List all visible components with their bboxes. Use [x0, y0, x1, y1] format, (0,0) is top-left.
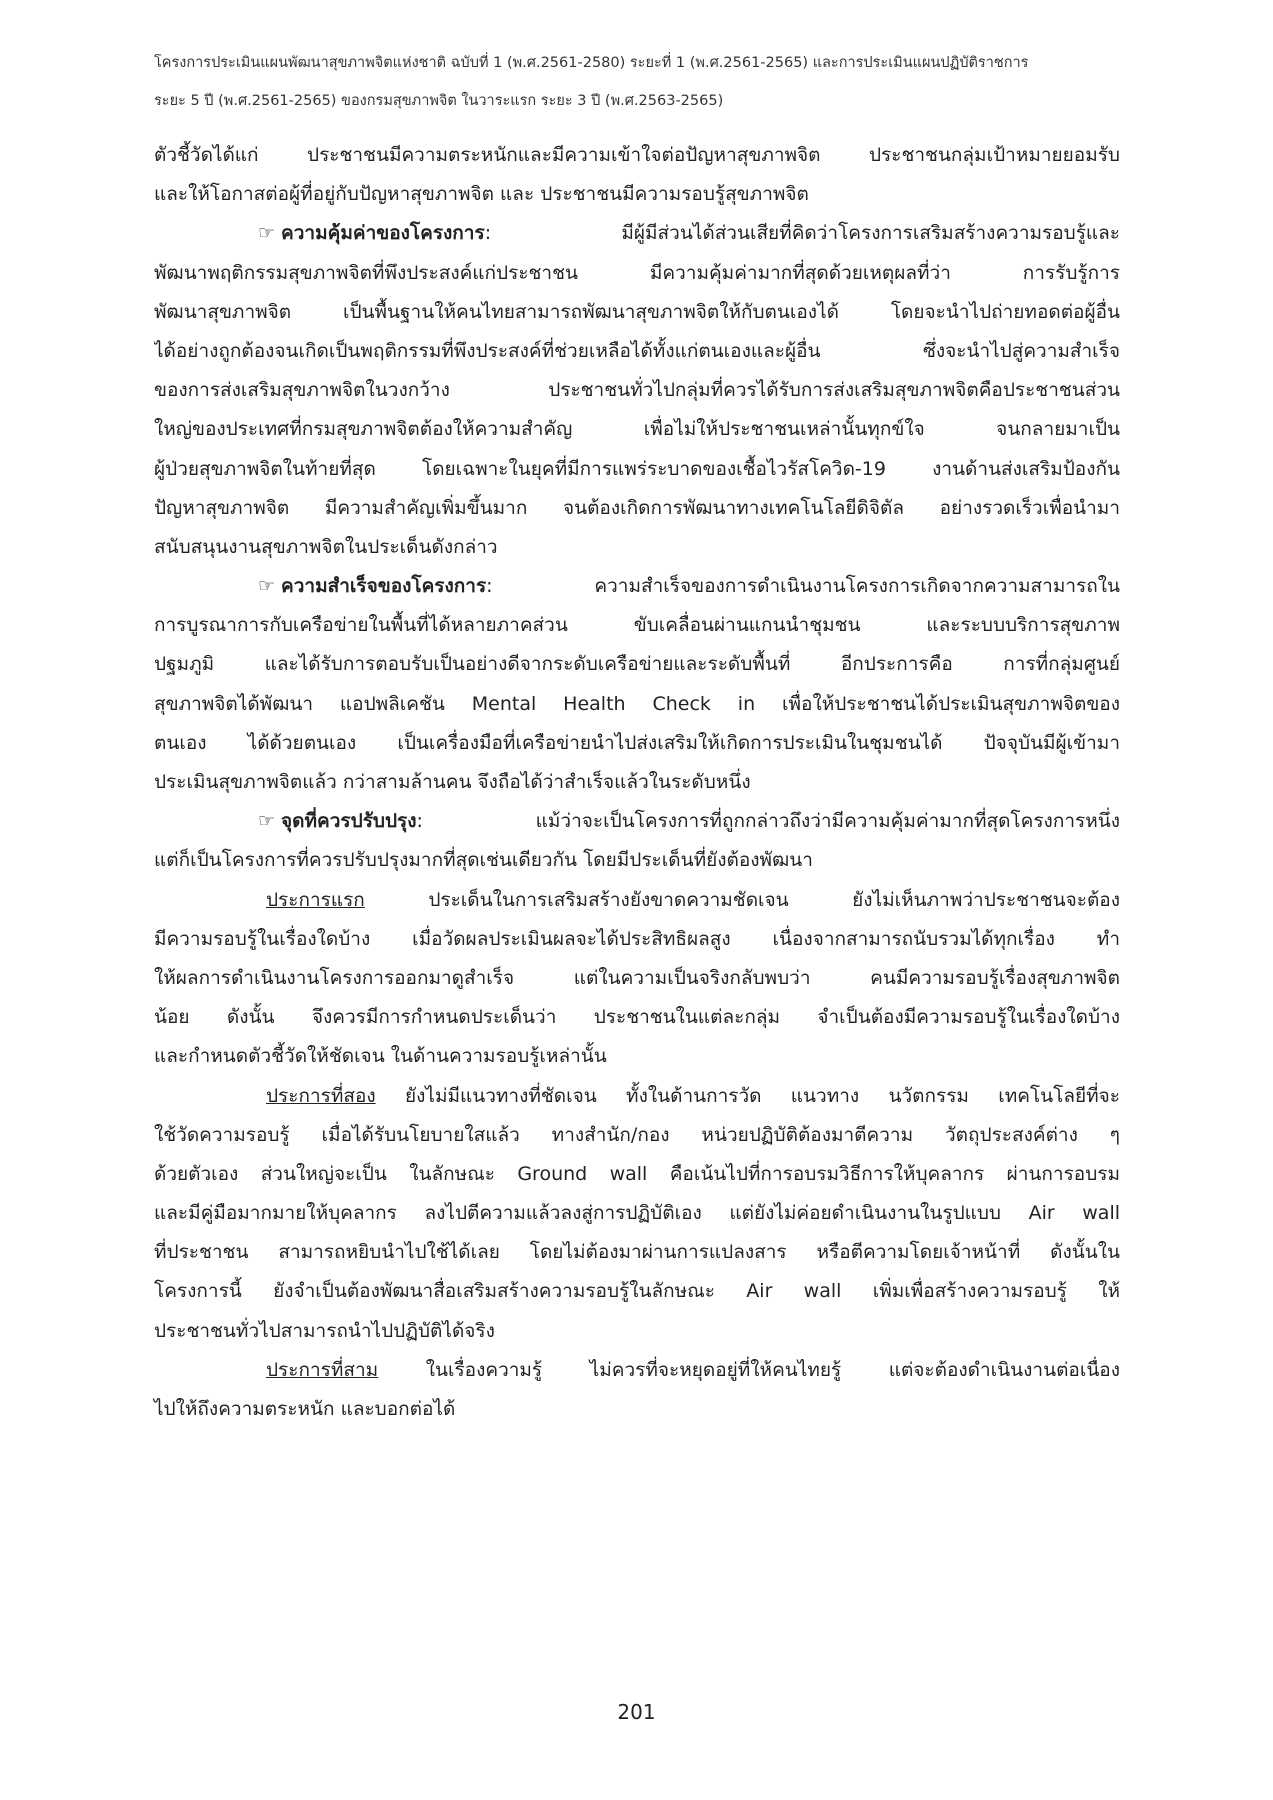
point-label: ประการที่สอง — [266, 1084, 376, 1107]
running-header — [154, 44, 1134, 120]
line-text: และให้โอกาสต่อผู้ที่อยู่กับปัญหาสุขภาพจิต และ ประชาชนมีความรอบรู้สุขภาพจิต — [154, 183, 809, 206]
line-text: พัฒนาสุขภาพจิต เป็นพื้นฐานให้คนไทยสามารถพัฒนาสุขภาพจิตให้กับตนเองได้ โดยจะนำไปถ่ายทอดต่อผู้อื่น — [154, 300, 1120, 323]
line-text: ด้วยตัวเอง ส่วนใหญ่จะเป็น ในลักษณะ Ground wall คือเน้นไปที่การอบรมวิธีการให้บุคลากร ผ่านการอบรม — [154, 1162, 1120, 1185]
text-line — [154, 881, 1120, 920]
pointing-hand-icon: ☞ — [258, 810, 276, 833]
text-line — [154, 293, 1120, 332]
line-text: มีความรอบรู้ในเรื่องใดบ้าง เมื่อวัดผลประเมินผลจะได้ประสิทธิผลสูง เนื่องจากสามารถนับรวมได้ทุกเรื่อง ทำ — [154, 927, 1120, 950]
section-heading: ความสำเร็จของโครงการ — [281, 575, 487, 598]
line-text: : ความสำเร็จของการดำเนินงานโครงการเกิดจากความสามารถใน — [486, 575, 1120, 598]
line-text: สนับสนุนงานสุขภาพจิตในประเด็นดังกล่าว — [154, 535, 498, 558]
line-text: ใช้วัดความรอบรู้ เมื่อได้รับนโยบายใสแล้ว ทางสำนัก/กอง หน่วยปฏิบัติต้องมาตีความ วัตถุประสงค์ต่าง ๆ — [154, 1123, 1120, 1146]
line-text: การบูรณาการกับเครือข่ายในพื้นที่ได้หลายภาคส่วน ขับเคลื่อนผ่านแกนนำชุมชน และระบบบริการสุขภาพ — [154, 614, 1120, 637]
text-line — [154, 371, 1120, 410]
header-line-1: โครงการประเมินแผนพัฒนาสุขภาพจิตแห่งชาติ ฉบับที่ 1 (พ.ศ.2561-2580) ระยะที่ 1 (พ.ศ.2561-2565) และการประเมินแผนปฏิบัติราชการ — [154, 55, 1029, 71]
text-line — [154, 685, 1120, 724]
text-line — [154, 1037, 1120, 1076]
line-text: ให้ผลการดำเนินงานโครงการออกมาดูสำเร็จ แต่ในความเป็นจริงกลับพบว่า คนมีความรอบรู้เรื่องสุขภาพจิต — [154, 966, 1120, 989]
pointing-hand-icon: ☞ — [258, 222, 276, 245]
text-line — [154, 802, 1120, 841]
text-line — [154, 489, 1120, 528]
line-text: ประเด็นในการเสริมสร้างยังขาดความชัดเจน ยังไม่เห็นภาพว่าประชาชนจะต้อง — [364, 888, 1120, 911]
line-text: และกำหนดตัวชี้วัดให้ชัดเจน ในด้านความรอบรู้เหล่านั้น — [154, 1045, 607, 1068]
text-line — [154, 1116, 1120, 1155]
text-line — [154, 1312, 1120, 1351]
text-line — [154, 998, 1120, 1037]
text-line — [154, 724, 1120, 763]
point-label: ประการที่สาม — [266, 1358, 379, 1381]
line-text: ปัญหาสุขภาพจิต มีความสำคัญเพิ่มขึ้นมาก จนต้องเกิดการพัฒนาทางเทคโนโลยีดิจิตัล อย่างรวดเร็วเพื่อนำมา — [154, 496, 1120, 519]
line-text: ตัวชี้วัดได้แก่ ประชาชนมีความตระหนักและมีความเข้าใจต่อปัญหาสุขภาพจิต ประชาชนกลุ่มเป้าหมายยอมรับ — [154, 144, 1120, 166]
text-line — [154, 1155, 1120, 1194]
line-text: ประเมินสุขภาพจิตแล้ว กว่าสามล้านคน จึงถือได้ว่าสำเร็จแล้วในระดับหนึ่ง — [154, 771, 751, 793]
line-text: พัฒนาพฤติกรรมสุขภาพจิตที่พึงประสงค์แก่ประชาชน มีความคุ้มค่ามากที่สุดด้วยเหตุผลที่ว่า การรับรู้การ — [154, 261, 1120, 284]
text-line — [154, 959, 1120, 998]
header-line-2: ระยะ 5 ปี (พ.ศ.2561-2565) ของกรมสุขภาพจิต ในวาระแรก ระยะ 3 ปี (พ.ศ.2563-2565) — [154, 93, 724, 109]
line-text: ยังไม่มีแนวทางที่ชัดเจน ทั้งในด้านการวัด แนวทาง นวัตกรรม เทคโนโลยีที่จะ — [375, 1084, 1120, 1107]
line-text: และมีคู่มือมากมายให้บุคลากร ลงไปตีความแล้วลงสู่การปฏิบัติเอง แต่ยังไม่ค่อยดำเนินงานในรูปแบบ Air wall — [154, 1202, 1120, 1225]
text-line — [154, 841, 1120, 880]
line-text: ใหญ่ของประเทศที่กรมสุขภาพจิตต้องให้ความสำคัญ เพื่อไม่ให้ประชาชนเหล่านั้นทุกข์ใจ จนกลายมาเป็น — [154, 418, 1120, 441]
text-line — [154, 528, 1120, 567]
line-text: สุขภาพจิตได้พัฒนา แอปพลิเคชัน Mental Health Check in เพื่อให้ประชาชนได้ประเมินสุขภาพจิตของ — [154, 692, 1120, 715]
text-line — [154, 214, 1120, 253]
line-text: : แม้ว่าจะเป็นโครงการที่ถูกกล่าวถึงว่ามีความคุ้มค่ามากที่สุดโครงการหนึ่ง — [416, 810, 1120, 833]
section-heading: จุดที่ควรปรับปรุง — [281, 810, 417, 833]
text-line — [154, 175, 1120, 214]
line-text: ในเรื่องความรู้ ไม่ควรที่จะหยุดอยู่ที่ให้คนไทยรู้ แต่จะต้องดำเนินงานต่อเนื่อง — [378, 1358, 1120, 1381]
line-text: : มีผู้มีส่วนได้ส่วนเสียที่คิดว่าโครงการเสริมสร้างความรอบรู้และ — [484, 222, 1120, 245]
line-text: ของการส่งเสริมสุขภาพจิตในวงกว้าง ประชาชนทั่วไปกลุ่มที่ควรได้รับการส่งเสริมสุขภาพจิตคือประชาชนส่วน — [154, 379, 1120, 402]
text-line — [154, 645, 1120, 684]
text-line — [154, 450, 1120, 489]
text-line — [154, 567, 1120, 606]
text-line — [154, 1351, 1120, 1390]
body-text — [154, 136, 1120, 1429]
text-line — [154, 136, 1120, 175]
text-line — [154, 332, 1120, 371]
text-line — [154, 1390, 1120, 1429]
text-line — [154, 410, 1120, 449]
line-text: ปฐมภูมิ และได้รับการตอบรับเป็นอย่างดีจากระดับเครือข่ายและระดับพื้นที่ อีกประการคือ การที่กลุ่มศูนย์ — [154, 653, 1120, 676]
line-text: ตนเอง ได้ด้วยตนเอง เป็นเครื่องมือที่เครือข่ายนำไปส่งเสริมให้เกิดการประเมินในชุมชนได้ ปัจจุบันมีผู้เข้ามา — [154, 731, 1120, 754]
section-heading: ความคุ้มค่าของโครงการ — [281, 222, 485, 245]
text-line — [154, 763, 1120, 802]
line-text: แต่ก็เป็นโครงการที่ควรปรับปรุงมากที่สุดเช่นเดียวกัน โดยมีประเด็นที่ยังต้องพัฒนา — [154, 849, 813, 872]
text-line — [154, 1272, 1120, 1311]
line-text: ผู้ป่วยสุขภาพจิตในท้ายที่สุด โดยเฉพาะในยุคที่มีการแพร่ระบาดของเชื้อไวรัสโควิด-19 งานด้านส่งเสริมป้องกัน — [154, 457, 1120, 480]
text-line — [154, 1077, 1120, 1116]
text-line — [154, 1194, 1120, 1233]
point-label: ประการแรก — [266, 888, 365, 911]
text-line — [154, 254, 1120, 293]
text-line — [154, 1233, 1120, 1272]
page-number: 201 — [617, 1700, 656, 1724]
text-line — [154, 920, 1120, 959]
line-text: โครงการนี้ ยังจำเป็นต้องพัฒนาสื่อเสริมสร้างความรอบรู้ในลักษณะ Air wall เพิ่มเพื่อสร้างความรอบรู้ ให้ — [154, 1280, 1120, 1303]
line-text: น้อย ดังนั้น จึงควรมีการกำหนดประเด็นว่า ประชาชนในแต่ละกลุ่ม จำเป็นต้องมีความรอบรู้ในเรื่องใดบ้าง — [154, 1006, 1120, 1029]
text-line — [154, 606, 1120, 645]
line-text: ประชาชนทั่วไปสามารถนำไปปฏิบัติได้จริง — [154, 1319, 495, 1342]
pointing-hand-icon: ☞ — [258, 575, 276, 598]
line-text: ได้อย่างถูกต้องจนเกิดเป็นพฤติกรรมที่พึงประสงค์ที่ช่วยเหลือได้ทั้งแก่ตนเองและผู้อื่น ซึ่งจะนำไปสู่ความสำเร็จ — [154, 339, 1120, 362]
line-text: ที่ประชาชน สามารถหยิบนำไปใช้ได้เลย โดยไม่ต้องมาผ่านการแปลงสาร หรือตีความโดยเจ้าหน้าที่ ดังนั้นใน — [154, 1241, 1120, 1264]
line-text: ไปให้ถึงความตระหนัก และบอกต่อได้ — [154, 1398, 456, 1420]
